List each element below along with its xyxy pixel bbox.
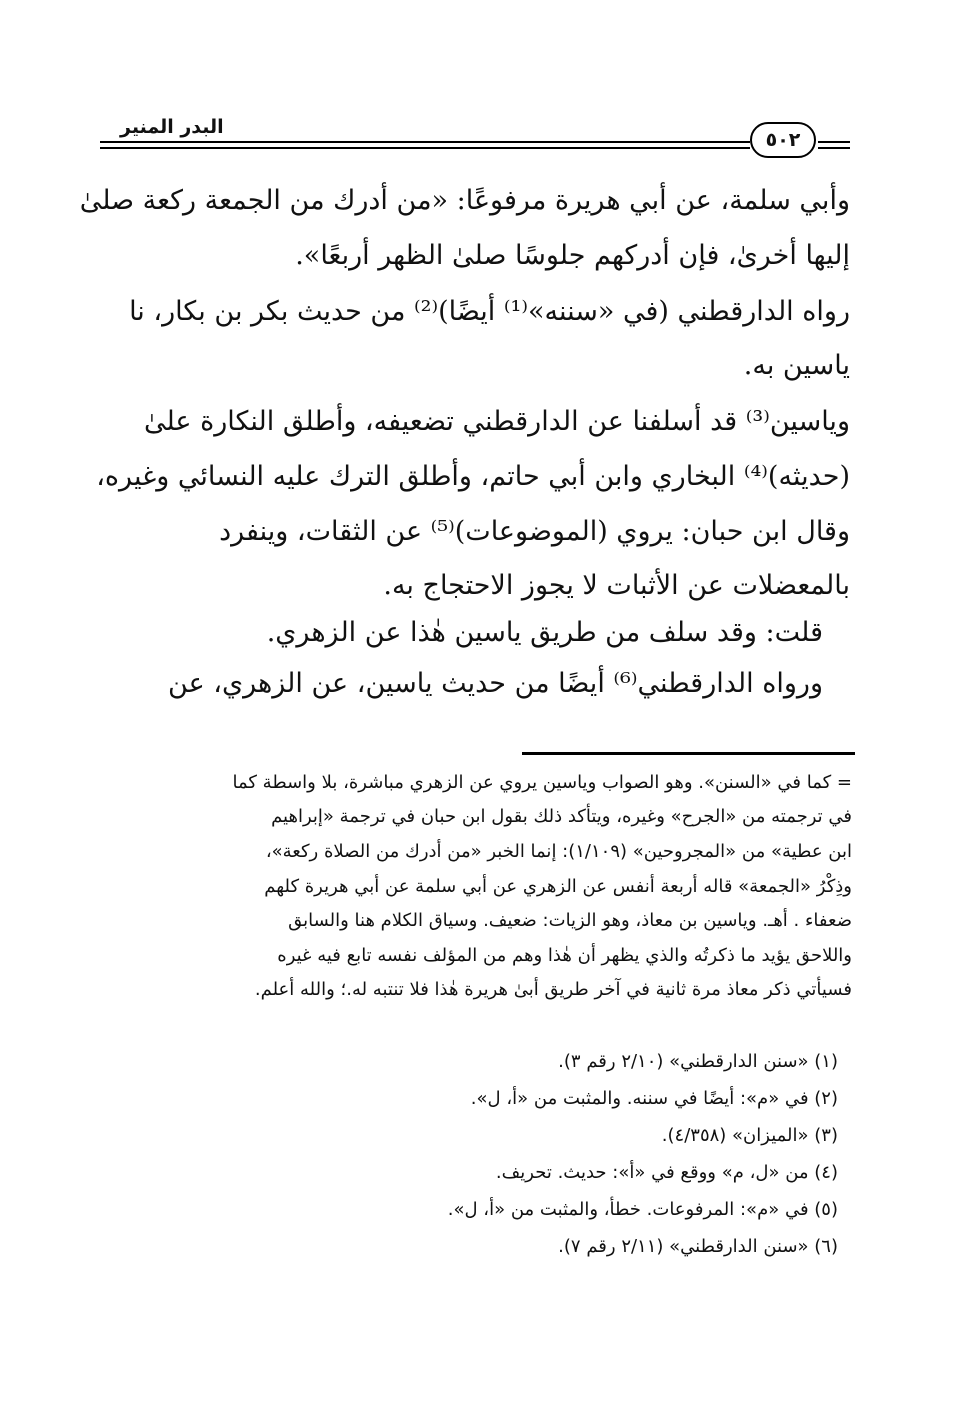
footnote-6: (٦) «سنن الدارقطني» (٢/١١ رقم ٧). — [558, 1236, 838, 1257]
body-line: وياسين⁽³⁾ قد أسلفنا عن الدارقطني تضعيفه، وأطلق النكارة علىٰ — [143, 406, 850, 437]
body-line: بالمعضلات عن الأثبات لا يجوز الاحتجاج به. — [383, 570, 850, 601]
body-line: وأبي سلمة، عن أبي هريرة مرفوعًا: «من أدرك من الجمعة ركعة صلىٰ — [79, 185, 850, 216]
footnote-continuation-line: في ترجمته من «الجرح» وغيره، ويتأكد ذلك بقول ابن حبان في ترجمة «إبراهيم — [271, 806, 852, 827]
body-line: قلت: وقد سلف من طريق ياسين هٰذا عن الزهري. — [266, 617, 823, 648]
footnote-continuation-line: واللاحق يؤيد ما ذكرتُه والذي يظهر أن هٰذا وهم من المؤلف نفسه تابع فيه غيره — [277, 945, 852, 966]
footnote-4: (٤) من «ل، م» ووقع في «أ»: حديث. تحريف. — [495, 1162, 838, 1183]
footnote-continuation-line: ضعفاء . أهـ. وياسين بن معاذ، وهو الزيات: ضعيف. وسياق الكلام هنا والسابق — [288, 910, 852, 931]
header-rule-right — [818, 141, 850, 149]
footnote-continuation-line: = كما في «السنن». وهو الصواب وياسين يروي عن الزهري مباشرة، بلا واسطة كما — [232, 772, 852, 793]
body-line: (حديثه)⁽⁴⁾ البخاري وابن أبي حاتم، وأطلق الترك عليه النسائي وغيره، — [96, 461, 850, 492]
footnote-2: (٢) في «م»: أيضًا في سننه. والمثبت من «أ، ل». — [470, 1088, 838, 1109]
footnote-3: (٣) «الميزان» (٤/٣٥٨). — [661, 1125, 838, 1146]
body-line: إليها أخرىٰ، فإن أدركهم جلوسًا صلىٰ الظهر أربعًا». — [295, 240, 850, 271]
footnote-continuation-line: فسيأتي ذكر معاذ مرة ثانية في آخر طريق أبىٰ هريرة هٰذا فلا تنتبه له.؛ والله أعلم. — [254, 979, 852, 1000]
body-line: ياسين به. — [743, 350, 850, 381]
footnote-continuation-line: وذِكْرُ «الجمعة» قاله أربعة أنفس عن الزهري عن أبي سلمة عن أبي هريرة كلهم — [264, 876, 852, 897]
book-title: البدر المنير — [120, 116, 224, 138]
body-line: وقال ابن حبان: يروي (الموضوعات)⁽⁵⁾ عن الثقات، وينفرد — [219, 516, 850, 547]
page-number: ٥٠٢ — [750, 122, 816, 158]
footnote-separator — [522, 752, 855, 755]
footnote-1: (١) «سنن الدارقطني» (٢/١٠ رقم ٣). — [558, 1051, 838, 1072]
footnote-5: (٥) في «م»: المرفوعات. خطأ، والمثبت من «أ، ل». — [447, 1199, 838, 1220]
body-line: ورواه الدارقطني⁽⁶⁾ أيضًا من حديث ياسين، عن الزهري، عن — [168, 668, 823, 699]
header-rule — [100, 141, 750, 149]
footnote-continuation-line: ابن عطية» من «المجروحين» (١/١٠٩): إنما الخبر «من أدرك من الصلاة ركعة»، — [265, 841, 852, 862]
body-line: رواه الدارقطني (في «سننه»⁽¹⁾ أيضًا)⁽²⁾ من حديث بكر بن بكار، نا — [129, 296, 850, 327]
